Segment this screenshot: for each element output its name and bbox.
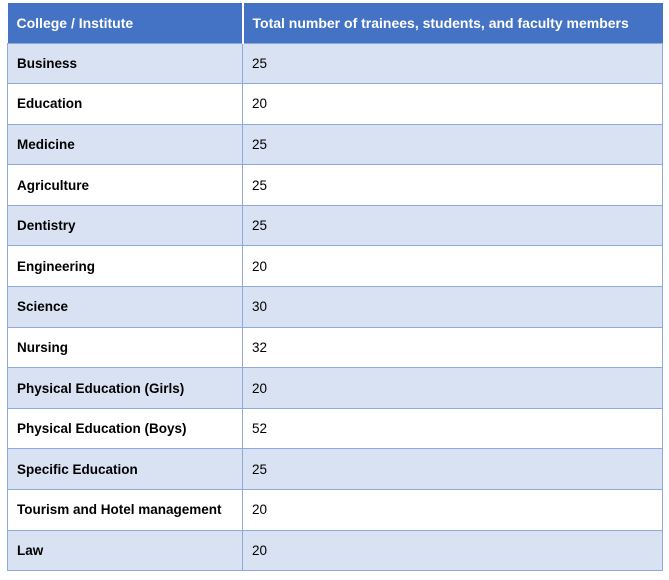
college-cell: Physical Education (Boys) — [8, 408, 243, 449]
total-cell: 30 — [243, 287, 663, 328]
table-row — [8, 530, 663, 571]
table-row — [8, 287, 663, 328]
total-cell: 20 — [243, 246, 663, 287]
table-row — [8, 124, 663, 165]
table-row — [8, 84, 663, 125]
colleges-table-container — [7, 3, 662, 571]
table-row — [8, 205, 663, 246]
total-cell: 25 — [243, 165, 663, 206]
total-cell: 20 — [243, 84, 663, 125]
college-cell: Dentistry — [8, 205, 243, 246]
college-cell: Engineering — [8, 246, 243, 287]
table-row — [8, 449, 663, 490]
table-row — [8, 165, 663, 206]
table-row — [8, 408, 663, 449]
college-cell: Agriculture — [8, 165, 243, 206]
table-body — [8, 43, 663, 571]
college-cell: Tourism and Hotel management — [8, 490, 243, 531]
table-row — [8, 327, 663, 368]
total-cell: 25 — [243, 43, 663, 84]
college-cell: Specific Education — [8, 449, 243, 490]
header-total: Total number of trainees, students, and faculty members — [243, 3, 663, 43]
total-cell: 32 — [243, 327, 663, 368]
college-cell: Physical Education (Girls) — [8, 368, 243, 409]
table-row — [8, 368, 663, 409]
total-cell: 20 — [243, 490, 663, 531]
table-row — [8, 246, 663, 287]
table-header — [8, 3, 663, 43]
total-cell: 20 — [243, 530, 663, 571]
total-cell: 20 — [243, 368, 663, 409]
college-cell: Medicine — [8, 124, 243, 165]
college-cell: Nursing — [8, 327, 243, 368]
header-college: College / Institute — [8, 3, 243, 43]
colleges-table — [7, 3, 663, 571]
college-cell: Science — [8, 287, 243, 328]
table-row — [8, 490, 663, 531]
college-cell: Law — [8, 530, 243, 571]
total-cell: 52 — [243, 408, 663, 449]
total-cell: 25 — [243, 124, 663, 165]
total-cell: 25 — [243, 449, 663, 490]
college-cell: Education — [8, 84, 243, 125]
college-cell: Business — [8, 43, 243, 84]
header-row — [8, 3, 663, 43]
table-row — [8, 43, 663, 84]
total-cell: 25 — [243, 205, 663, 246]
